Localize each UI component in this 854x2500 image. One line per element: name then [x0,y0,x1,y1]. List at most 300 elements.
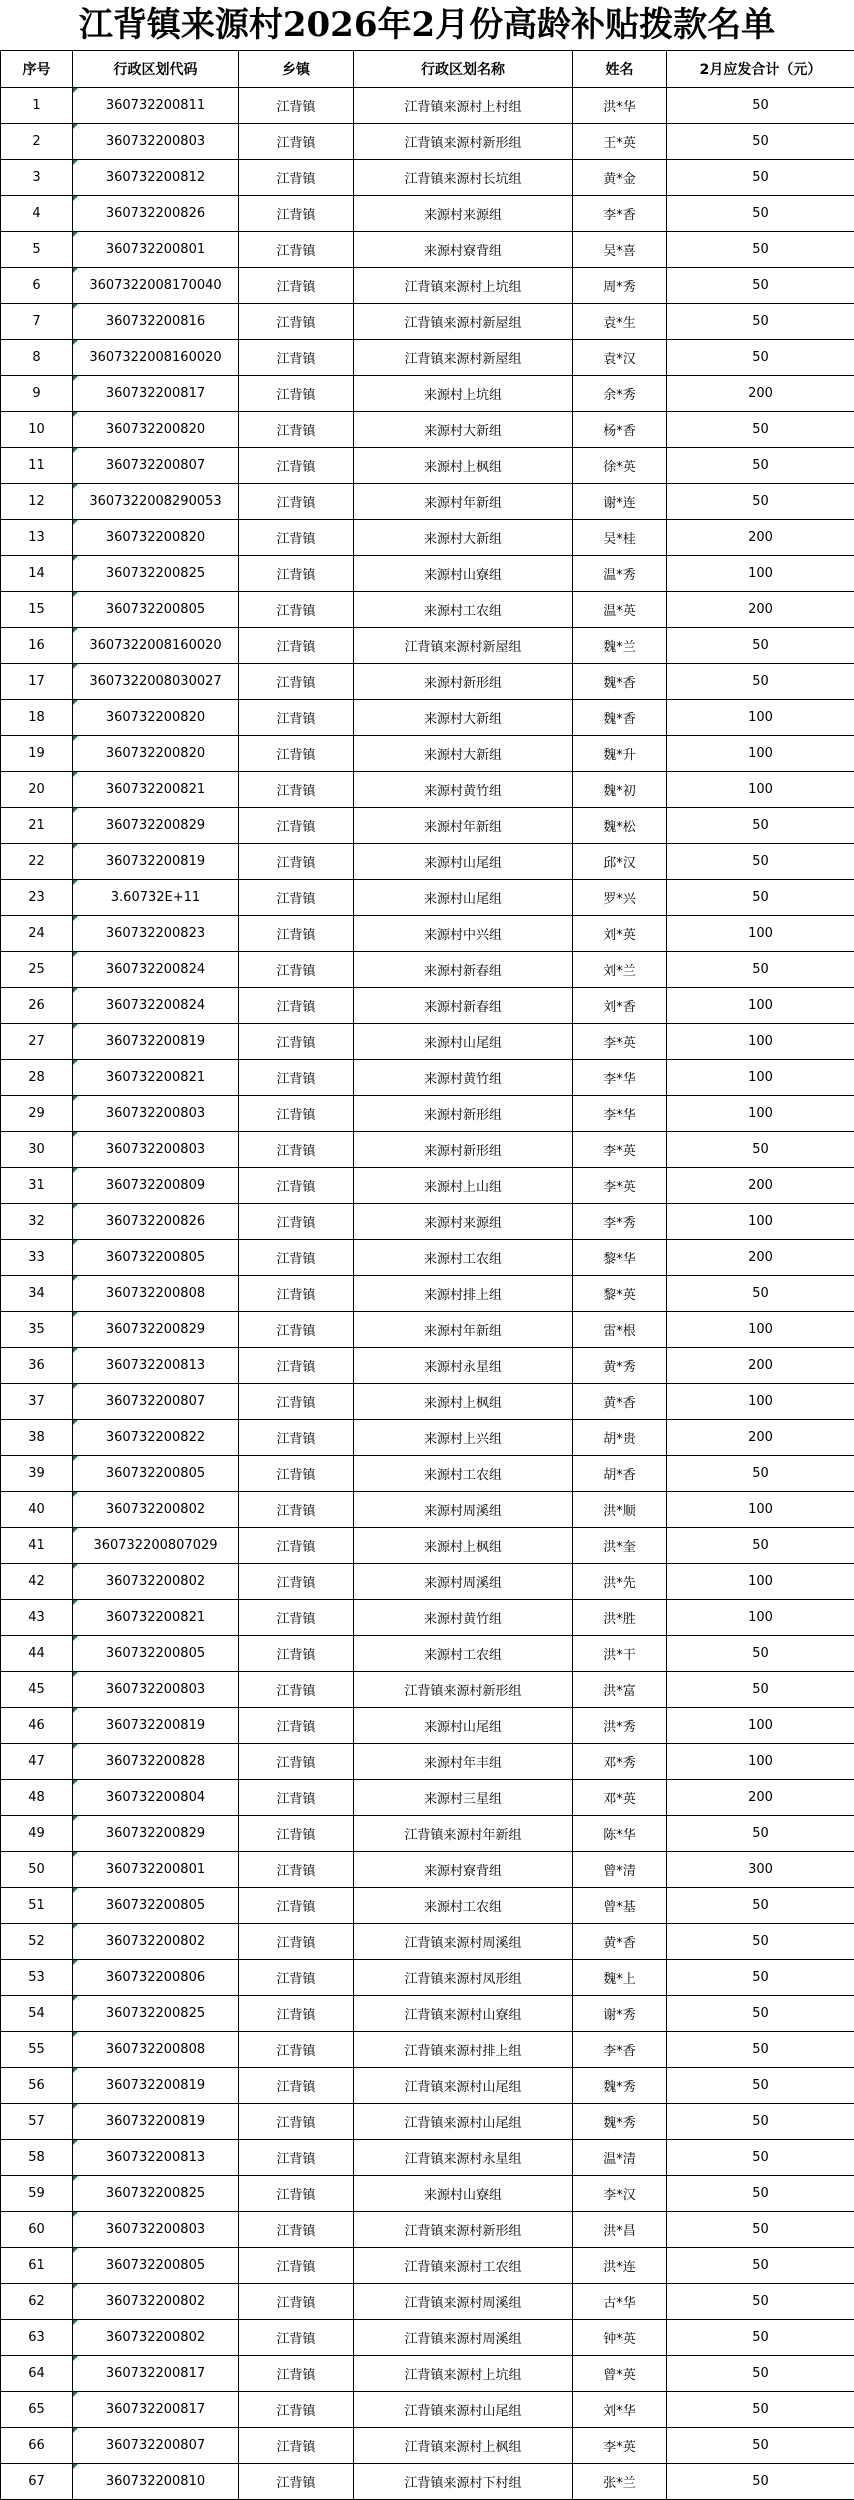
cell-division-code: 360732200821 [73,772,239,808]
cell-name: 雷*根 [573,1312,667,1348]
table-row [1,1852,854,1888]
cell-division-code: 360732200817 [73,376,239,412]
cell-name: 魏*升 [573,736,667,772]
cell-serial: 22 [1,844,73,880]
cell-division-name: 来源村山尾组 [354,844,573,880]
cell-division-code: 360732200805 [73,1888,239,1924]
cell-division-code: 360732200807029 [73,1528,239,1564]
cell-amount: 50 [667,2392,854,2428]
cell-name: 李*英 [573,1168,667,1204]
table-row [1,1348,854,1384]
cell-division-code: 360732200801 [73,232,239,268]
cell-amount: 200 [667,1240,854,1276]
cell-division-code: 360732200803 [73,1672,239,1708]
cell-township: 江背镇 [239,412,354,448]
cell-name: 胡*香 [573,1456,667,1492]
cell-name: 李*秀 [573,1204,667,1240]
cell-township: 江背镇 [239,2176,354,2212]
cell-serial: 43 [1,1600,73,1636]
cell-township: 江背镇 [239,2392,354,2428]
cell-township: 江背镇 [239,2320,354,2356]
cell-division-code: 360732200805 [73,1636,239,1672]
cell-division-name: 来源村三星组 [354,1780,573,1816]
cell-township: 江背镇 [239,196,354,232]
cell-township: 江背镇 [239,952,354,988]
cell-serial: 10 [1,412,73,448]
cell-division-name: 来源村寮背组 [354,1852,573,1888]
cell-division-code: 3607322008160020 [73,340,239,376]
cell-amount: 50 [667,1924,854,1960]
cell-division-code: 360732200819 [73,844,239,880]
cell-serial: 11 [1,448,73,484]
cell-amount: 50 [667,2068,854,2104]
cell-division-name: 江背镇来源村上村组 [354,88,573,124]
table-row [1,2464,854,2500]
cell-name: 胡*贵 [573,1420,667,1456]
cell-serial: 7 [1,304,73,340]
cell-division-code: 360732200820 [73,520,239,556]
cell-serial: 28 [1,1060,73,1096]
header-township: 乡镇 [239,51,354,88]
table-row [1,2068,854,2104]
cell-amount: 50 [667,1672,854,1708]
cell-serial: 31 [1,1168,73,1204]
cell-name: 周*秀 [573,268,667,304]
cell-division-code: 360732200803 [73,2212,239,2248]
cell-name: 邓*英 [573,1780,667,1816]
cell-name: 魏*松 [573,808,667,844]
cell-serial: 13 [1,520,73,556]
cell-serial: 44 [1,1636,73,1672]
cell-division-name: 来源村新春组 [354,952,573,988]
cell-township: 江背镇 [239,2248,354,2284]
cell-division-name: 来源村年新组 [354,1312,573,1348]
cell-division-name: 来源村周溪组 [354,1564,573,1600]
table-row [1,2356,854,2392]
cell-township: 江背镇 [239,124,354,160]
cell-township: 江背镇 [239,1420,354,1456]
cell-division-name: 来源村黄竹组 [354,1600,573,1636]
cell-township: 江背镇 [239,376,354,412]
cell-division-code: 360732200826 [73,196,239,232]
cell-serial: 1 [1,88,73,124]
cell-amount: 50 [667,1528,854,1564]
cell-amount: 50 [667,340,854,376]
table-row [1,1384,854,1420]
table-row [1,1096,854,1132]
cell-division-code: 360732200805 [73,2248,239,2284]
table-row [1,2104,854,2140]
cell-amount: 50 [667,844,854,880]
cell-serial: 29 [1,1096,73,1132]
cell-serial: 42 [1,1564,73,1600]
cell-name: 魏*香 [573,664,667,700]
cell-division-name: 来源村工农组 [354,1456,573,1492]
cell-serial: 8 [1,340,73,376]
cell-amount: 50 [667,2428,854,2464]
cell-division-code: 360732200819 [73,2104,239,2140]
table-row [1,268,854,304]
cell-division-code: 360732200807 [73,1384,239,1420]
cell-serial: 63 [1,2320,73,2356]
table-row [1,1564,854,1600]
cell-name: 李*香 [573,2032,667,2068]
cell-amount: 50 [667,1960,854,1996]
header-division-name: 行政区划名称 [354,51,573,88]
cell-division-code: 360732200829 [73,1312,239,1348]
cell-name: 黄*金 [573,160,667,196]
cell-township: 江背镇 [239,448,354,484]
cell-division-name: 来源村寮背组 [354,232,573,268]
cell-amount: 100 [667,1312,854,1348]
cell-division-code: 360732200802 [73,1924,239,1960]
table-row [1,1240,854,1276]
cell-amount: 50 [667,448,854,484]
cell-township: 江背镇 [239,988,354,1024]
cell-name: 杨*香 [573,412,667,448]
cell-township: 江背镇 [239,808,354,844]
cell-name: 邓*秀 [573,1744,667,1780]
cell-township: 江背镇 [239,2284,354,2320]
cell-township: 江背镇 [239,1096,354,1132]
cell-name: 李*英 [573,2428,667,2464]
cell-name: 魏*上 [573,1960,667,1996]
cell-division-code: 360732200828 [73,1744,239,1780]
table-row [1,880,854,916]
cell-township: 江背镇 [239,880,354,916]
cell-amount: 50 [667,2140,854,2176]
cell-township: 江背镇 [239,2104,354,2140]
cell-serial: 4 [1,196,73,232]
table-row [1,1744,854,1780]
table-row [1,772,854,808]
cell-division-code: 360732200819 [73,1708,239,1744]
cell-division-name: 江背镇来源村年新组 [354,1816,573,1852]
cell-name: 黎*华 [573,1240,667,1276]
cell-township: 江背镇 [239,1204,354,1240]
cell-township: 江背镇 [239,2356,354,2392]
cell-serial: 33 [1,1240,73,1276]
cell-division-code: 360732200819 [73,1024,239,1060]
cell-amount: 50 [667,2284,854,2320]
cell-township: 江背镇 [239,1744,354,1780]
cell-amount: 50 [667,2356,854,2392]
cell-serial: 54 [1,1996,73,2032]
cell-division-code: 360732200803 [73,124,239,160]
cell-division-code: 360732200808 [73,1276,239,1312]
cell-division-code: 360732200801 [73,1852,239,1888]
cell-name: 谢*秀 [573,1996,667,2032]
cell-division-code: 360732200826 [73,1204,239,1240]
cell-township: 江背镇 [239,1852,354,1888]
table-row [1,2428,854,2464]
cell-township: 江背镇 [239,664,354,700]
cell-division-name: 江背镇来源村工农组 [354,2248,573,2284]
cell-township: 江背镇 [239,304,354,340]
cell-amount: 50 [667,2032,854,2068]
cell-township: 江背镇 [239,232,354,268]
cell-name: 余*秀 [573,376,667,412]
cell-division-code: 360732200813 [73,2140,239,2176]
cell-township: 江背镇 [239,2212,354,2248]
table-row [1,1060,854,1096]
cell-amount: 100 [667,700,854,736]
cell-serial: 46 [1,1708,73,1744]
cell-serial: 26 [1,988,73,1024]
cell-serial: 39 [1,1456,73,1492]
cell-township: 江背镇 [239,340,354,376]
table-row [1,2392,854,2428]
cell-division-code: 360732200822 [73,1420,239,1456]
cell-township: 江背镇 [239,1132,354,1168]
cell-division-code: 360732200806 [73,1960,239,1996]
cell-name: 魏*秀 [573,2104,667,2140]
cell-amount: 100 [667,556,854,592]
cell-division-code: 360732200807 [73,2428,239,2464]
cell-division-code: 3.60732E+11 [73,880,239,916]
cell-township: 江背镇 [239,1780,354,1816]
cell-division-name: 来源村上山组 [354,1168,573,1204]
cell-division-name: 来源村新春组 [354,988,573,1024]
cell-amount: 50 [667,196,854,232]
cell-amount: 50 [667,1456,854,1492]
cell-amount: 100 [667,988,854,1024]
cell-name: 洪*连 [573,2248,667,2284]
cell-serial: 50 [1,1852,73,1888]
cell-name: 钟*英 [573,2320,667,2356]
cell-serial: 59 [1,2176,73,2212]
table-row [1,1708,854,1744]
cell-amount: 200 [667,592,854,628]
cell-division-code: 3607322008030027 [73,664,239,700]
cell-division-code: 3607322008290053 [73,484,239,520]
cell-name: 袁*汉 [573,340,667,376]
cell-serial: 52 [1,1924,73,1960]
cell-serial: 55 [1,2032,73,2068]
cell-name: 李*英 [573,1132,667,1168]
cell-township: 江背镇 [239,1348,354,1384]
cell-serial: 35 [1,1312,73,1348]
table-row [1,376,854,412]
document-title: 江背镇来源村2026年2月份高龄补贴拨款名单 [78,5,776,45]
cell-serial: 23 [1,880,73,916]
cell-serial: 47 [1,1744,73,1780]
cell-name: 洪*先 [573,1564,667,1600]
cell-serial: 25 [1,952,73,988]
table-header-row [1,51,854,88]
cell-amount: 100 [667,1564,854,1600]
header-name: 姓名 [573,51,667,88]
cell-name: 温*英 [573,592,667,628]
cell-township: 江背镇 [239,2428,354,2464]
table-row [1,844,854,880]
cell-name: 黎*英 [573,1276,667,1312]
cell-serial: 65 [1,2392,73,2428]
table-row [1,1420,854,1456]
cell-amount: 200 [667,1168,854,1204]
cell-name: 吴*桂 [573,520,667,556]
cell-serial: 24 [1,916,73,952]
cell-serial: 27 [1,1024,73,1060]
table-row [1,952,854,988]
cell-division-code: 360732200804 [73,1780,239,1816]
cell-division-name: 来源村山寮组 [354,2176,573,2212]
cell-division-name: 来源村年新组 [354,484,573,520]
cell-division-name: 江背镇来源村山尾组 [354,2392,573,2428]
cell-division-name: 江背镇来源村周溪组 [354,2320,573,2356]
cell-division-code: 360732200821 [73,1600,239,1636]
cell-division-name: 江背镇来源村新屋组 [354,628,573,664]
cell-name: 洪*干 [573,1636,667,1672]
cell-division-name: 来源村山尾组 [354,1024,573,1060]
cell-amount: 50 [667,628,854,664]
cell-township: 江背镇 [239,1312,354,1348]
cell-division-code: 360732200820 [73,412,239,448]
cell-division-name: 来源村新形组 [354,1132,573,1168]
table-row [1,88,854,124]
cell-amount: 50 [667,952,854,988]
table-row [1,628,854,664]
cell-name: 李*华 [573,1096,667,1132]
cell-serial: 57 [1,2104,73,2140]
cell-amount: 100 [667,1384,854,1420]
cell-amount: 50 [667,484,854,520]
table-row [1,1672,854,1708]
table-row [1,484,854,520]
table-row [1,2140,854,2176]
cell-name: 李*华 [573,1060,667,1096]
cell-amount: 50 [667,2104,854,2140]
cell-amount: 100 [667,1708,854,1744]
cell-township: 江背镇 [239,1564,354,1600]
cell-division-code: 360732200807 [73,448,239,484]
cell-name: 李*汉 [573,2176,667,2212]
cell-division-name: 来源村上兴组 [354,1420,573,1456]
cell-name: 罗*兴 [573,880,667,916]
cell-division-name: 来源村年丰组 [354,1744,573,1780]
cell-division-code: 360732200812 [73,160,239,196]
cell-township: 江背镇 [239,1996,354,2032]
cell-division-code: 3607322008170040 [73,268,239,304]
table-row [1,2032,854,2068]
cell-division-name: 来源村来源组 [354,1204,573,1240]
cell-amount: 200 [667,1348,854,1384]
cell-serial: 37 [1,1384,73,1420]
cell-division-name: 江背镇来源村新屋组 [354,340,573,376]
cell-division-name: 来源村大新组 [354,700,573,736]
table-row [1,412,854,448]
cell-division-name: 江背镇来源村下村组 [354,2464,573,2500]
table-row [1,1600,854,1636]
cell-division-name: 江背镇来源村新形组 [354,1672,573,1708]
cell-name: 黄*香 [573,1384,667,1420]
table-row [1,2284,854,2320]
table-row [1,124,854,160]
cell-township: 江背镇 [239,1600,354,1636]
cell-division-name: 来源村山尾组 [354,880,573,916]
cell-serial: 58 [1,2140,73,2176]
cell-amount: 50 [667,2212,854,2248]
cell-name: 洪*秀 [573,1708,667,1744]
cell-township: 江背镇 [239,772,354,808]
cell-division-code: 360732200813 [73,1348,239,1384]
cell-division-name: 来源村大新组 [354,520,573,556]
cell-township: 江背镇 [239,736,354,772]
cell-amount: 50 [667,880,854,916]
cell-township: 江背镇 [239,2032,354,2068]
cell-amount: 200 [667,1780,854,1816]
table-row [1,1960,854,1996]
cell-name: 洪*富 [573,1672,667,1708]
cell-serial: 66 [1,2428,73,2464]
cell-amount: 100 [667,736,854,772]
cell-name: 刘*华 [573,2392,667,2428]
subsidy-table [0,50,854,2500]
cell-amount: 50 [667,1276,854,1312]
cell-amount: 50 [667,88,854,124]
cell-amount: 50 [667,2320,854,2356]
cell-division-code: 3607322008160020 [73,628,239,664]
cell-serial: 14 [1,556,73,592]
cell-division-code: 360732200823 [73,916,239,952]
cell-division-name: 江背镇来源村周溪组 [354,1924,573,1960]
cell-name: 徐*英 [573,448,667,484]
cell-amount: 100 [667,1492,854,1528]
table-row [1,700,854,736]
cell-amount: 200 [667,1420,854,1456]
cell-township: 江背镇 [239,1528,354,1564]
cell-serial: 32 [1,1204,73,1240]
table-row [1,448,854,484]
cell-amount: 50 [667,2176,854,2212]
cell-division-name: 来源村黄竹组 [354,772,573,808]
cell-division-name: 来源村上枫组 [354,1384,573,1420]
cell-amount: 50 [667,232,854,268]
cell-amount: 50 [667,1636,854,1672]
cell-division-code: 360732200802 [73,1564,239,1600]
cell-division-code: 360732200816 [73,304,239,340]
table-row [1,1312,854,1348]
cell-amount: 100 [667,1600,854,1636]
table-row [1,340,854,376]
cell-division-code: 360732200809 [73,1168,239,1204]
cell-division-code: 360732200824 [73,952,239,988]
cell-division-code: 360732200829 [73,808,239,844]
cell-amount: 100 [667,916,854,952]
cell-division-code: 360732200802 [73,2284,239,2320]
cell-division-code: 360732200805 [73,1456,239,1492]
cell-division-code: 360732200819 [73,2068,239,2104]
cell-serial: 3 [1,160,73,196]
cell-serial: 2 [1,124,73,160]
cell-division-name: 来源村上坑组 [354,376,573,412]
table-row [1,736,854,772]
cell-township: 江背镇 [239,844,354,880]
cell-amount: 50 [667,1996,854,2032]
cell-division-name: 江背镇来源村上坑组 [354,268,573,304]
cell-name: 袁*生 [573,304,667,340]
cell-name: 魏*秀 [573,2068,667,2104]
cell-division-name: 江背镇来源村永星组 [354,2140,573,2176]
table-row [1,2176,854,2212]
cell-division-name: 江背镇来源村凤形组 [354,1960,573,1996]
cell-division-code: 360732200817 [73,2392,239,2428]
cell-division-name: 江背镇来源村周溪组 [354,2284,573,2320]
cell-division-code: 360732200820 [73,736,239,772]
cell-division-name: 来源村永星组 [354,1348,573,1384]
cell-township: 江背镇 [239,1384,354,1420]
cell-amount: 100 [667,1096,854,1132]
